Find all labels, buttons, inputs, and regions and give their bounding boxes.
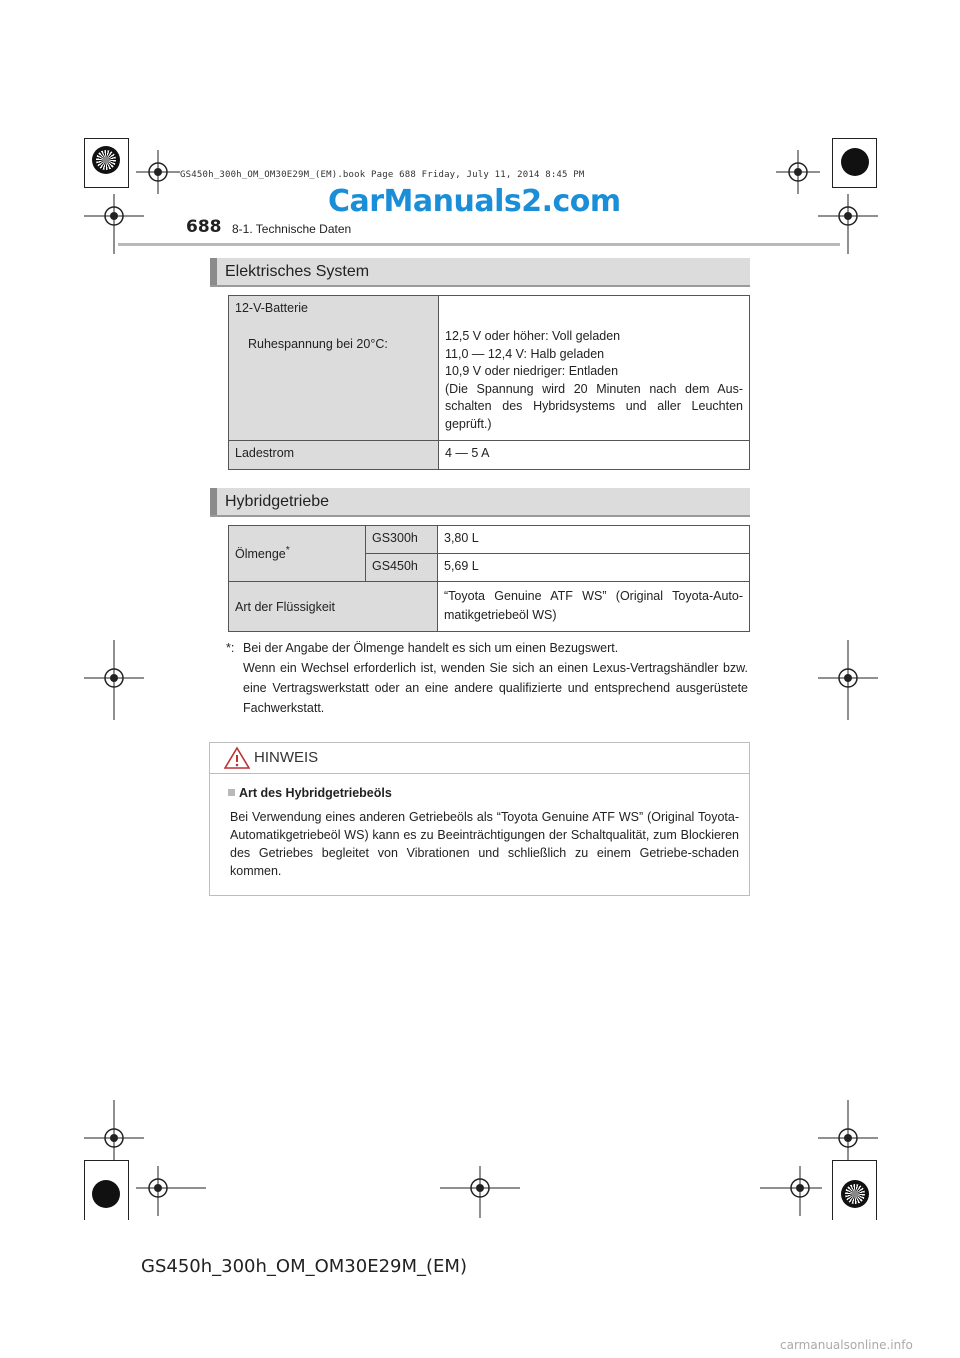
rest-voltage-full: 12,5 V oder höher: Voll geladen [445, 329, 621, 343]
table-row [229, 441, 750, 470]
fluid-type-value: “Toyota Genuine ATF WS” (Original Toyota-Auto-matikgetriebeöl WS) [438, 582, 750, 632]
registration-dot-icon [841, 148, 869, 176]
table-row [229, 296, 750, 441]
footnote-mark: *: [226, 641, 235, 655]
battery-label: 12-V-Batterie [235, 301, 308, 315]
model-value: 5,69 L [438, 554, 750, 582]
table-row [229, 582, 750, 632]
crosshair-icon [776, 150, 820, 194]
transmission-spec-table [228, 525, 750, 632]
crosshair-icon [818, 1100, 878, 1170]
rest-voltage-empty: 10,9 V oder niedriger: Entladen [445, 364, 619, 378]
table-row [229, 526, 750, 554]
crosshair-icon [136, 150, 180, 194]
header-rule [118, 243, 840, 246]
watermark: CarManuals2.com [328, 184, 621, 219]
footnote-line1: Bei der Angabe der Ölmenge handelt es sich um einen Bezugswert. [243, 641, 619, 655]
model-label: GS450h [366, 554, 438, 582]
site-footer: carmanualsonline.info [780, 1338, 913, 1352]
fluid-type-label: Art der Flüssigkeit [229, 582, 438, 632]
page-number: 688 [186, 217, 222, 237]
crosshair-icon [84, 1100, 144, 1170]
bullet-square-icon [228, 789, 235, 796]
warning-icon [224, 746, 250, 770]
crosshair-icon [136, 1166, 206, 1216]
rest-voltage-half: 11,0 — 12,4 V: Halb geladen [445, 346, 605, 361]
footer-code: GS450h_300h_OM_OM30E29M_(EM) [141, 1256, 467, 1277]
model-label: GS300h [366, 526, 438, 554]
electrical-spec-table [228, 295, 750, 470]
footnote-mark: * [285, 545, 290, 557]
registration-dot-icon [92, 1180, 120, 1208]
section-title: 8-1. Technische Daten [232, 222, 352, 236]
oil-quantity-label: Ölmenge [235, 547, 286, 562]
crosshair-icon [818, 640, 878, 720]
crosshair-icon [760, 1166, 822, 1216]
notice-title: HINWEIS [254, 749, 319, 766]
crosshair-icon [84, 640, 144, 720]
model-value: 3,80 L [438, 526, 750, 554]
heading-elektrisches-system: Elektrisches System [210, 258, 750, 286]
rest-voltage-label: Ruhespannung bei 20°C: [248, 337, 388, 351]
crosshair-icon [440, 1166, 520, 1218]
heading-hybridgetriebe: Hybridgetriebe [210, 488, 750, 516]
footnote-line2: Wenn ein Wechsel erforderlich ist, wenden Sie sich an einen Lexus-Vertragshändler bzw. eine Vertragswerkstatt oder an eine andere qualifizierte und entsprechend ausgerüstete Fachwerkstatt. [243, 661, 748, 715]
rest-voltage-note: (Die Spannung wird 20 Minuten nach dem Aus-schalten des Hybridsystems und aller Leuchten geprüft.) [445, 381, 743, 431]
notice-item-text: Bei Verwendung eines anderen Getriebeöls als “Toyota Genuine ATF WS” (Original Toyota-Automatikgetriebeöl WS) kann es zu Beeinträchtigungen der Schaltqualität, zum Blockieren des Getriebes begleitet von Vibrationen und schließlich zu einem Getriebe-schaden kommen. [230, 810, 739, 878]
notice-box [209, 742, 750, 896]
charge-current-value: 4 — 5 A [439, 441, 750, 470]
print-info: GS450h_300h_OM_OM30E29M_(EM).book Page 688 Friday, July 11, 2014 8:45 PM [180, 170, 585, 180]
notice-item-title: Art des Hybridgetriebeöls [228, 786, 739, 800]
charge-current-label: Ladestrom [229, 441, 439, 470]
footnote [226, 638, 748, 718]
